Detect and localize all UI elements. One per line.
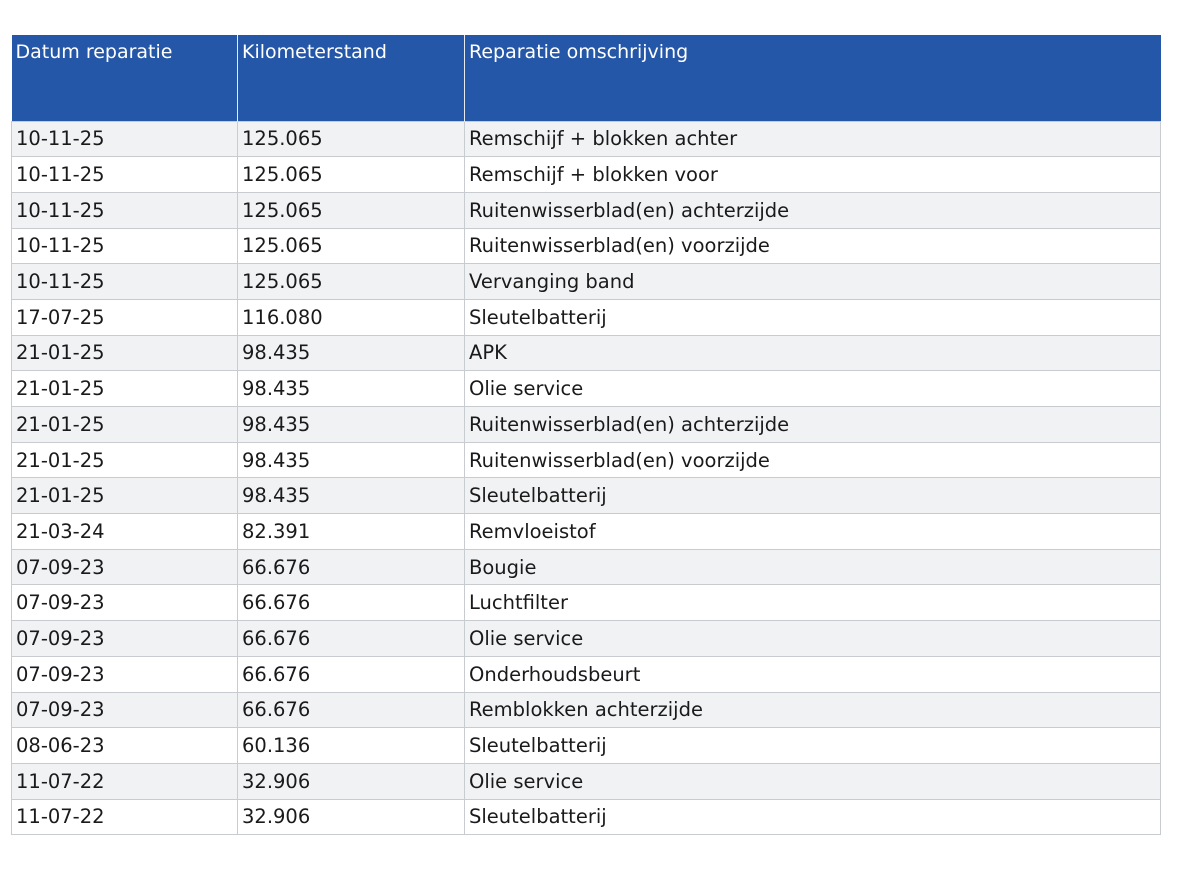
table-row: [12, 799, 1161, 835]
table-row: [12, 549, 1161, 585]
table-row: [12, 478, 1161, 514]
cell-repair-description: Ruitenwisserblad(en) voorzijde: [465, 228, 1161, 264]
cell-repair-date: 10-11-25: [12, 228, 238, 264]
header-repair-description: Reparatie omschrijving: [465, 35, 1161, 121]
cell-repair-description: Sleutelbatterij: [465, 478, 1161, 514]
cell-mileage: 66.676: [238, 621, 465, 657]
table-row: [12, 692, 1161, 728]
cell-mileage: 32.906: [238, 799, 465, 835]
cell-repair-date: 10-11-25: [12, 157, 238, 193]
cell-repair-description: Sleutelbatterij: [465, 299, 1161, 335]
table-row: [12, 264, 1161, 300]
table-row: [12, 157, 1161, 193]
cell-repair-description: Sleutelbatterij: [465, 728, 1161, 764]
header-row: [12, 35, 1161, 121]
cell-repair-description: Ruitenwisserblad(en) voorzijde: [465, 442, 1161, 478]
cell-repair-date: 07-09-23: [12, 621, 238, 657]
cell-mileage: 125.065: [238, 121, 465, 157]
header-mileage: Kilometerstand: [238, 35, 465, 121]
cell-mileage: 60.136: [238, 728, 465, 764]
table-row: [12, 335, 1161, 371]
cell-repair-date: 08-06-23: [12, 728, 238, 764]
cell-repair-description: Onderhoudsbeurt: [465, 656, 1161, 692]
cell-repair-date: 21-01-25: [12, 478, 238, 514]
table-row: [12, 656, 1161, 692]
cell-repair-date: 07-09-23: [12, 656, 238, 692]
cell-repair-date: 21-01-25: [12, 335, 238, 371]
table-row: [12, 192, 1161, 228]
cell-mileage: 66.676: [238, 692, 465, 728]
cell-repair-date: 07-09-23: [12, 585, 238, 621]
cell-repair-description: Bougie: [465, 549, 1161, 585]
table-row: [12, 442, 1161, 478]
repair-history-table: [11, 35, 1161, 835]
cell-mileage: 98.435: [238, 371, 465, 407]
cell-repair-date: 21-01-25: [12, 442, 238, 478]
cell-repair-description: Sleutelbatterij: [465, 799, 1161, 835]
cell-repair-date: 11-07-22: [12, 799, 238, 835]
cell-repair-date: 21-01-25: [12, 371, 238, 407]
table-header: [12, 35, 1161, 121]
cell-repair-description: Luchtfilter: [465, 585, 1161, 621]
cell-repair-description: Ruitenwisserblad(en) achterzijde: [465, 192, 1161, 228]
table-row: [12, 407, 1161, 443]
header-repair-date: Datum reparatie: [12, 35, 238, 121]
table-row: [12, 585, 1161, 621]
cell-repair-description: Ruitenwisserblad(en) achterzijde: [465, 407, 1161, 443]
cell-repair-date: 21-01-25: [12, 407, 238, 443]
cell-repair-description: Remschijf + blokken achter: [465, 121, 1161, 157]
table-row: [12, 763, 1161, 799]
cell-repair-description: Olie service: [465, 371, 1161, 407]
cell-repair-date: 10-11-25: [12, 121, 238, 157]
cell-repair-date: 11-07-22: [12, 763, 238, 799]
cell-mileage: 125.065: [238, 157, 465, 193]
cell-repair-date: 07-09-23: [12, 549, 238, 585]
cell-mileage: 98.435: [238, 335, 465, 371]
cell-repair-date: 17-07-25: [12, 299, 238, 335]
cell-mileage: 125.065: [238, 192, 465, 228]
table-row: [12, 371, 1161, 407]
table-row: [12, 121, 1161, 157]
cell-repair-description: Remblokken achterzijde: [465, 692, 1161, 728]
table-row: [12, 228, 1161, 264]
cell-mileage: 125.065: [238, 264, 465, 300]
cell-mileage: 125.065: [238, 228, 465, 264]
cell-repair-date: 07-09-23: [12, 692, 238, 728]
cell-repair-description: Remschijf + blokken voor: [465, 157, 1161, 193]
cell-mileage: 98.435: [238, 442, 465, 478]
table-row: [12, 621, 1161, 657]
table-row: [12, 728, 1161, 764]
cell-mileage: 82.391: [238, 514, 465, 550]
repair-history-table-container: [11, 35, 1160, 835]
cell-repair-description: Vervanging band: [465, 264, 1161, 300]
cell-mileage: 98.435: [238, 478, 465, 514]
table-body: [12, 121, 1161, 835]
cell-repair-description: APK: [465, 335, 1161, 371]
table-row: [12, 299, 1161, 335]
cell-repair-description: Remvloeistof: [465, 514, 1161, 550]
table-row: [12, 514, 1161, 550]
cell-mileage: 66.676: [238, 585, 465, 621]
cell-mileage: 32.906: [238, 763, 465, 799]
cell-mileage: 98.435: [238, 407, 465, 443]
cell-repair-date: 10-11-25: [12, 192, 238, 228]
cell-repair-date: 21-03-24: [12, 514, 238, 550]
cell-mileage: 116.080: [238, 299, 465, 335]
cell-repair-date: 10-11-25: [12, 264, 238, 300]
cell-repair-description: Olie service: [465, 621, 1161, 657]
cell-mileage: 66.676: [238, 549, 465, 585]
cell-repair-description: Olie service: [465, 763, 1161, 799]
cell-mileage: 66.676: [238, 656, 465, 692]
